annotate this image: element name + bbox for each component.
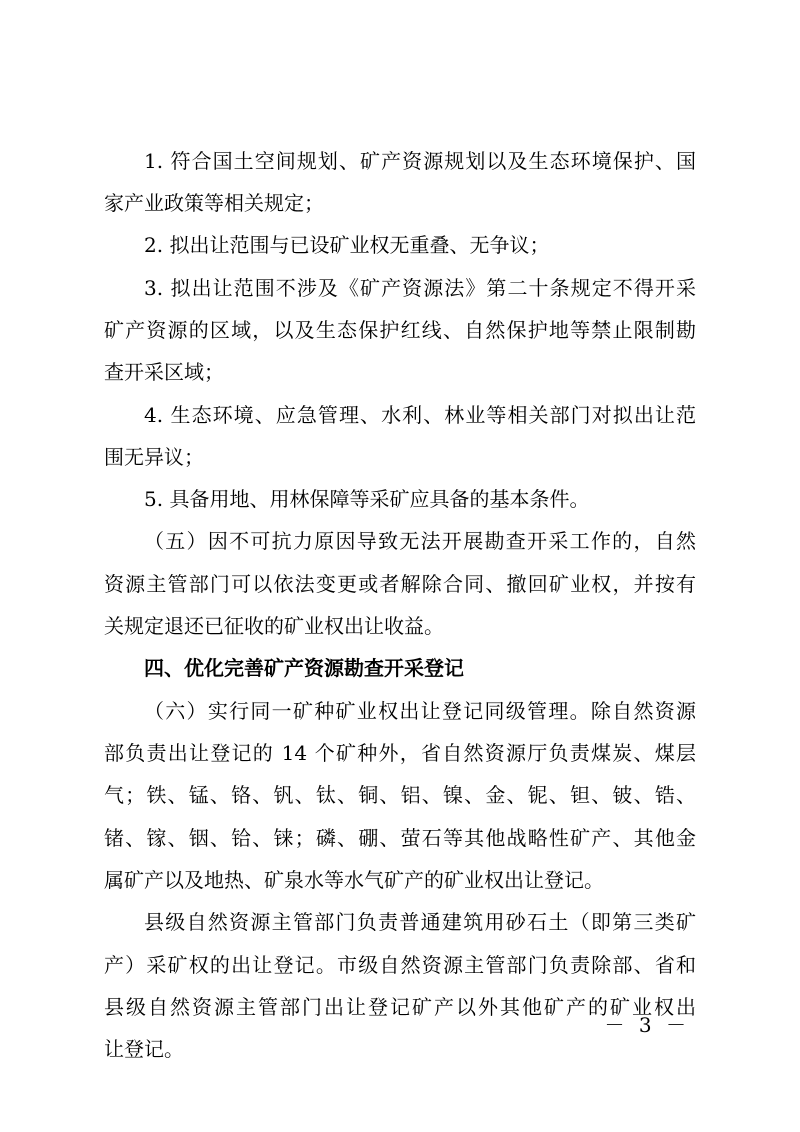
section-heading-4: 四、优化完善矿产资源勘查开采登记 [144,656,464,680]
page-number: － 3 － [604,1013,690,1037]
paragraph-item-3-line-1: 3. 拟出让范围不涉及《矿产资源法》第二十条规定不得开采 [144,276,696,300]
paragraph-item-5: 5. 具备用地、用林保障等采矿应具备的基本条件。 [144,487,590,511]
paragraph-6-line-1: （六）实行同一矿种矿业权出让登记同级管理。除自然资源 [144,699,696,723]
paragraph-7-line-2: 产）采矿权的出让登记。市级自然资源主管部门负责除部、省和 [104,953,696,977]
paragraph-5-line-1: （五）因不可抗力原因导致无法开展勘查开采工作的，自然 [144,529,696,553]
paragraph-item-1-line-1: 1. 符合国土空间规划、矿产资源规划以及生态环境保护、国 [144,149,696,173]
paragraph-item-1-line-2: 家产业政策等相关规定； [104,191,324,215]
paragraph-6-line-4: 锗、镓、铟、铪、铼；磷、硼、萤石等其他战略性矿产、其他金 [104,826,696,850]
paragraph-7-line-4: 让登记。 [104,1037,184,1061]
paragraph-item-4-line-1: 4. 生态环境、应急管理、水利、林业等相关部门对拟出让范 [144,403,696,427]
paragraph-item-3-line-3: 查开采区域； [104,360,224,384]
paragraph-item-4-line-2: 围无异议； [104,445,204,469]
paragraph-6-line-2: 部负责出让登记的 14 个矿种外，省自然资源厅负责煤炭、煤层 [104,741,696,765]
paragraph-7-line-1: 县级自然资源主管部门负责普通建筑用砂石土（即第三类矿 [144,910,696,934]
paragraph-5-line-2: 资源主管部门可以依法变更或者解除合同、撤回矿业权，并按有 [104,572,696,596]
paragraph-6-line-3: 气；铁、锰、铬、钒、钛、铜、铝、镍、金、铌、钽、铍、锆、 [104,783,696,807]
paragraph-item-2: 2. 拟出让范围与已设矿业权无重叠、无争议； [144,233,550,257]
paragraph-item-3-line-2: 矿产资源的区域，以及生态保护红线、自然保护地等禁止限制勘 [104,318,696,342]
paragraph-5-line-3: 关规定退还已征收的矿业权出让收益。 [104,614,444,638]
paragraph-7-line-3: 县级自然资源主管部门出让登记矿产以外其他矿产的矿业权出 [104,995,696,1019]
paragraph-6-line-5: 属矿产以及地热、矿泉水等水气矿产的矿业权出让登记。 [104,868,604,892]
